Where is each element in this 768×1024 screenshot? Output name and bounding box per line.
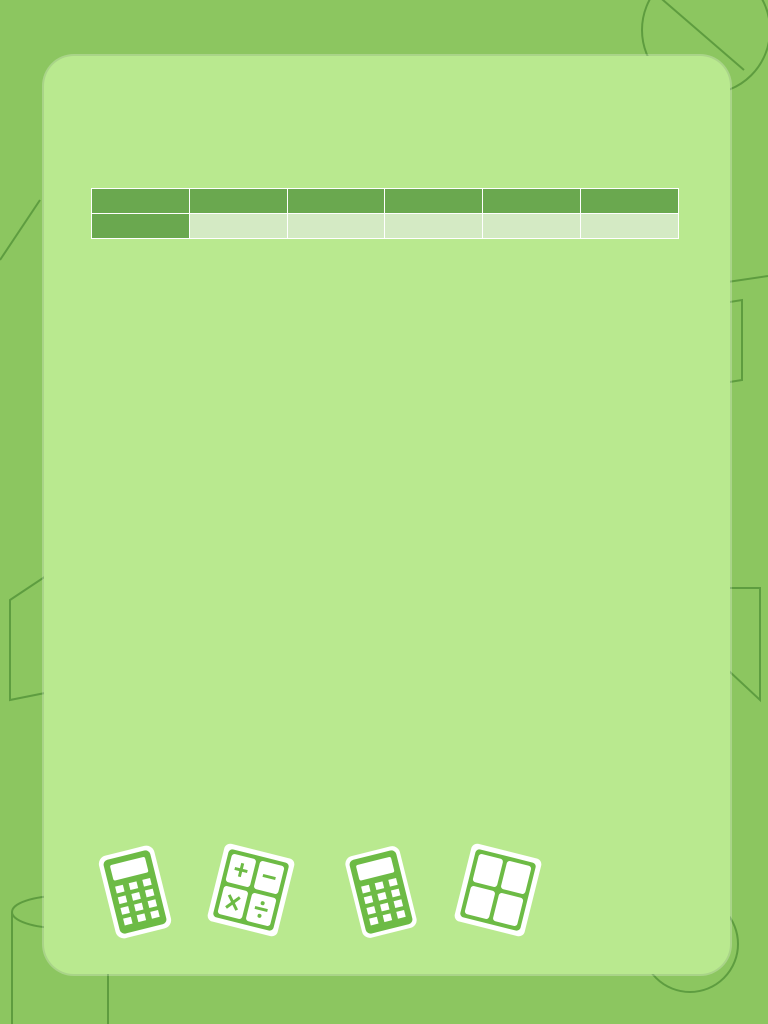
calculator-icon [90,842,180,942]
calculator-keys-icon [450,840,546,940]
table-header-cell [189,189,287,214]
table-cell [385,214,483,239]
table-header-row [92,189,679,214]
sequence-table [91,188,679,239]
table-cell [189,214,287,239]
table-header-cell [92,189,190,214]
calculator-icon [336,842,426,942]
table-cell [483,214,581,239]
table-cell [581,214,679,239]
table-row-label [92,214,190,239]
table-header-cell [385,189,483,214]
table-cell [287,214,385,239]
calculator-keys-icon [203,840,299,940]
table-header-cell [581,189,679,214]
table-header-cell [287,189,385,214]
table-header-cell [483,189,581,214]
table-row [92,214,679,239]
